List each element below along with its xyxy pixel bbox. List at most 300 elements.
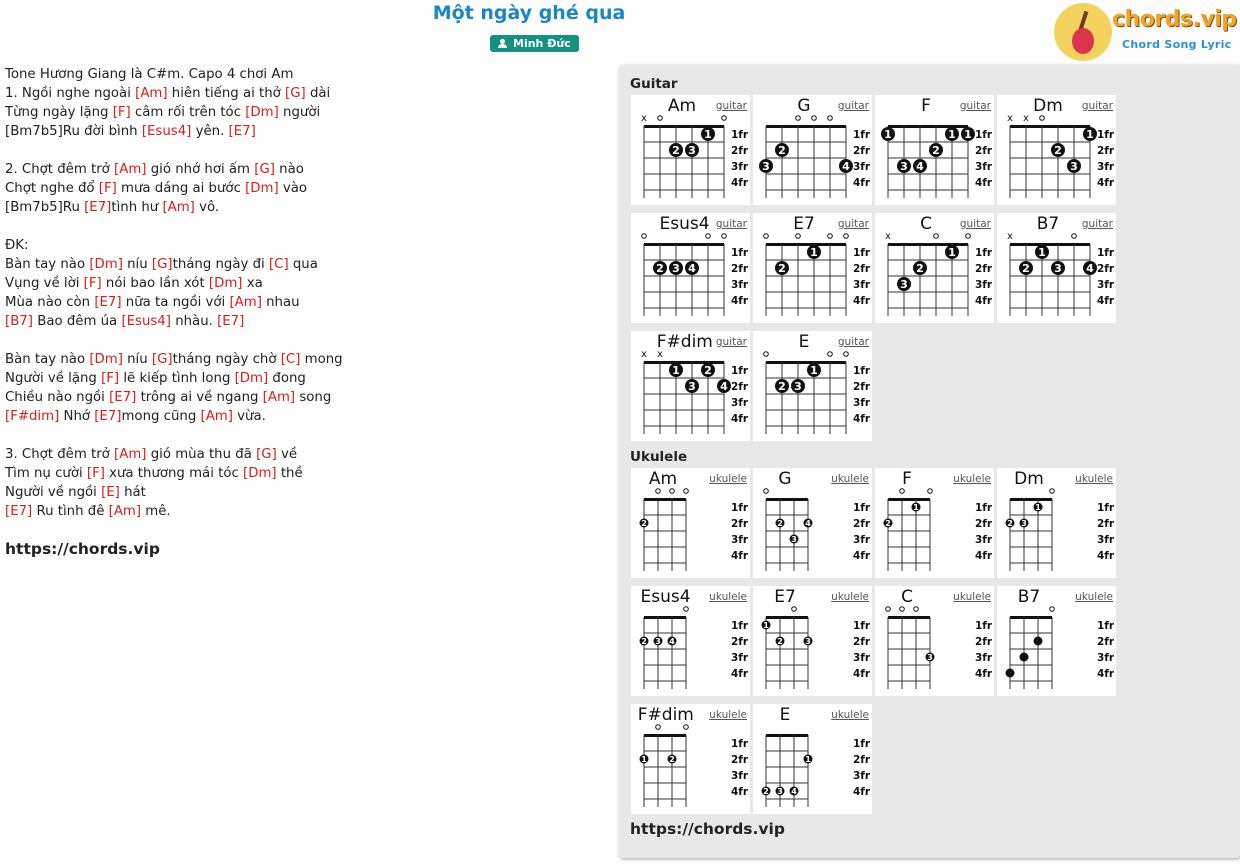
nut (766, 616, 808, 619)
finger-number: 3 (805, 637, 811, 646)
chord-link[interactable]: [Dm] (243, 466, 277, 481)
chord-name: E7 (774, 587, 796, 607)
fret-label: 1fr (853, 620, 871, 632)
lyric-line (5, 426, 605, 445)
chord-name: E (779, 705, 791, 725)
open-string-marker (792, 607, 797, 612)
open-string-marker (966, 234, 971, 239)
guitar-link[interactable]: guitar (837, 100, 869, 112)
chord-name: C (920, 214, 932, 234)
lyric-line (5, 407, 605, 426)
nut (888, 243, 968, 246)
lyric-line (5, 122, 605, 141)
ukulele-chord-card[interactable] (753, 704, 872, 814)
ukulele-chord-card[interactable] (631, 704, 750, 814)
lyric-line (5, 236, 605, 255)
lyric-text: lẽ kiếp tình long (119, 371, 235, 386)
chord-link[interactable]: [F] (98, 181, 117, 196)
chord-link[interactable]: [G] (254, 162, 275, 177)
chord-name: E (798, 332, 810, 352)
chord-link[interactable]: [G] (256, 447, 277, 462)
nut (644, 125, 724, 128)
lyric-line (5, 103, 605, 122)
ukulele-chord-card[interactable] (997, 468, 1116, 578)
ukulele-link[interactable]: ukulele (1075, 473, 1113, 485)
chord-link[interactable]: [Am] (262, 390, 296, 405)
open-string-marker (1050, 489, 1055, 494)
finger-number: 1 (913, 503, 919, 512)
nut (888, 616, 930, 619)
guitar-chord-card[interactable] (631, 95, 750, 205)
open-string-marker (844, 234, 849, 239)
lyric-line (5, 312, 605, 331)
chord-link[interactable]: [G] (151, 257, 173, 272)
lyric-text: gió mùa thu đã (146, 447, 257, 462)
fret-label: 1fr (731, 129, 749, 141)
fret-label: 1fr (975, 620, 993, 632)
chord-diagram (753, 95, 872, 205)
ukulele-link[interactable]: ukulele (831, 473, 869, 485)
open-string-marker (670, 489, 675, 494)
finger-number: 3 (688, 380, 696, 393)
fret-label: 2fr (1097, 636, 1115, 648)
lyric-text: [Bm7b5]Ru (5, 200, 85, 215)
chord-link[interactable]: [Am] (108, 504, 142, 519)
open-string-marker (900, 489, 905, 494)
fret-label: 1fr (975, 247, 993, 259)
fret-label: 2fr (1097, 145, 1115, 157)
site-link[interactable]: https://chords.vip (5, 540, 160, 558)
ukulele-section-title: Ukulele (630, 449, 688, 465)
guitar-chord-card[interactable] (753, 95, 872, 205)
finger-number: 3 (900, 278, 908, 291)
lyric-text: níu (122, 257, 152, 272)
finger-number: 3 (1021, 519, 1027, 528)
chord-diagram (997, 586, 1116, 696)
fret-label: 3fr (975, 652, 993, 664)
open-string-marker (914, 607, 919, 612)
fret-label: 4fr (853, 295, 871, 307)
ukulele-chord-card[interactable] (631, 586, 750, 696)
finger-number: 3 (927, 653, 933, 662)
fret-label: 2fr (975, 145, 993, 157)
chord-diagram (631, 704, 750, 814)
lyric-text: vô. (194, 200, 220, 215)
fret-label: 4fr (975, 550, 993, 562)
lyric-text: mê. (141, 504, 171, 519)
guitar-link[interactable]: guitar (1081, 218, 1113, 230)
fret-label: 2fr (853, 145, 871, 157)
fret-label: 4fr (853, 786, 871, 798)
nut (1010, 125, 1090, 128)
fret-label: 4fr (853, 177, 871, 189)
guitar-chord-card[interactable] (631, 213, 750, 323)
ukulele-link[interactable]: ukulele (709, 591, 747, 603)
lyric-line (5, 198, 605, 217)
fret-label: 4fr (853, 550, 871, 562)
chord-link[interactable]: [E7] (84, 200, 112, 215)
finger-number: 2 (777, 519, 783, 528)
chord-name: C (901, 587, 913, 607)
chord-link[interactable]: [Am] (114, 447, 147, 462)
lyric-text: Người về ngồi (5, 485, 102, 500)
ukulele-chord-card[interactable] (631, 468, 750, 578)
ukulele-chord-card[interactable] (997, 586, 1116, 696)
lyric-text: Tìm nụ cười (5, 466, 87, 481)
fret-label: 3fr (731, 770, 749, 782)
chord-link[interactable]: [F#dim] (5, 409, 60, 424)
guitar-chord-card[interactable] (997, 95, 1116, 205)
fret-label: 2fr (853, 636, 871, 648)
finger-number: 2 (641, 519, 647, 528)
chord-link[interactable]: [Dm] (89, 352, 123, 367)
chord-link[interactable]: [E] (101, 485, 120, 500)
finger-dot (1034, 637, 1043, 646)
chord-link[interactable]: [E7] (228, 124, 256, 139)
finger-number: 3 (791, 535, 797, 544)
nut (766, 125, 846, 128)
lyric-text: dài (305, 86, 331, 101)
guitar-chord-card[interactable] (753, 331, 872, 441)
finger-number: 2 (932, 144, 940, 157)
finger-number: 2 (1007, 519, 1013, 528)
fret-label: 1fr (731, 502, 749, 514)
fret-label: 2fr (1097, 263, 1115, 275)
chord-link[interactable]: [Esus4] (121, 314, 171, 329)
chord-link[interactable]: [Am] (200, 409, 233, 424)
ukulele-chord-card[interactable] (753, 586, 872, 696)
open-string-marker (1050, 607, 1055, 612)
panel-site-link[interactable]: https://chords.vip (630, 820, 785, 838)
chord-link[interactable]: [Am] (229, 295, 262, 310)
fret-label: 3fr (1097, 279, 1115, 291)
logo-tagline: Chord Song Lyric (1122, 38, 1232, 51)
guitar-link[interactable]: guitar (959, 218, 991, 230)
chord-name: F (902, 469, 912, 489)
ukulele-link[interactable]: ukulele (831, 709, 869, 721)
fret-label: 1fr (1097, 129, 1115, 141)
finger-number: 3 (900, 160, 908, 173)
guitar-link[interactable]: guitar (715, 218, 747, 230)
fret-label: 3fr (731, 397, 749, 409)
ukulele-link[interactable]: ukulele (953, 473, 991, 485)
fret-label: 4fr (1097, 177, 1115, 189)
song-title[interactable]: Một ngày ghé qua (432, 2, 626, 24)
finger-number: 1 (948, 246, 956, 259)
lyric-line (5, 255, 605, 274)
nut (1010, 616, 1052, 619)
fret-label: 1fr (853, 247, 871, 259)
chord-name: G (797, 96, 811, 116)
finger-number: 1 (641, 755, 647, 764)
finger-dot (1020, 653, 1029, 662)
lyric-text: nào (274, 162, 304, 177)
muted-string-marker: x (641, 349, 647, 360)
author-badge[interactable] (490, 35, 579, 52)
lyric-text: thề (276, 466, 303, 481)
guitar-chord-card[interactable] (997, 213, 1116, 323)
lyric-text: gió nhớ hơi ấm (146, 162, 255, 177)
chord-link[interactable]: [F] (86, 466, 105, 481)
open-string-marker (684, 725, 689, 730)
guitar-chord-card[interactable] (875, 95, 994, 205)
chord-name: F#dim (656, 332, 713, 352)
guitar-section-title: Guitar (630, 76, 678, 92)
lyric-line (5, 160, 605, 179)
lyric-text: Tone Hương Giang là C#m. Capo 4 chơi Am (5, 67, 294, 82)
guitar-link[interactable]: guitar (1081, 100, 1113, 112)
fret-label: 1fr (731, 247, 749, 259)
lyric-text: đong (268, 371, 306, 386)
fret-label: 2fr (731, 636, 749, 648)
finger-number: 1 (810, 246, 818, 259)
lyric-text: tình hư (111, 200, 163, 215)
lyric-text: ĐK: (5, 238, 29, 253)
muted-string-marker: x (641, 113, 647, 124)
muted-string-marker: x (657, 349, 663, 360)
nut (644, 361, 724, 364)
open-string-marker (1040, 116, 1045, 121)
lyric-text: tháng ngày chờ (172, 352, 281, 367)
chord-name: Esus4 (640, 587, 691, 607)
fret-label: 2fr (853, 381, 871, 393)
nut (766, 734, 808, 737)
guitar-chord-card[interactable] (753, 213, 872, 323)
fret-label: 3fr (853, 279, 871, 291)
lyric-text: Từng ngày lặng (5, 105, 113, 120)
chord-diagram (753, 586, 872, 696)
guitar-link[interactable]: guitar (715, 100, 747, 112)
lyric-text: vừa. (232, 409, 266, 424)
finger-number: 4 (842, 160, 850, 173)
user-icon (498, 39, 507, 48)
lyric-text: mong (300, 352, 343, 367)
finger-number: 3 (1054, 262, 1062, 275)
fret-label: 1fr (975, 129, 993, 141)
finger-number: 2 (656, 262, 664, 275)
lyric-text: xa (242, 276, 263, 291)
lyric-line (5, 331, 605, 350)
guitar-chord-card[interactable] (631, 331, 750, 441)
lyric-text: Bàn tay nào (5, 257, 90, 272)
author-name: Minh Đức (513, 37, 571, 50)
open-string-marker (642, 234, 647, 239)
finger-number: 4 (916, 160, 924, 173)
finger-number: 3 (794, 380, 802, 393)
chord-diagram (875, 586, 994, 696)
finger-number: 2 (778, 380, 786, 393)
open-string-marker (844, 352, 849, 357)
fret-label: 2fr (853, 263, 871, 275)
fret-label: 1fr (1097, 620, 1115, 632)
finger-number: 4 (1086, 262, 1094, 275)
ukulele-link[interactable]: ukulele (1075, 591, 1113, 603)
chord-link[interactable]: [Am] (162, 200, 195, 215)
fret-label: 3fr (975, 279, 993, 291)
chord-link[interactable]: [Dm] (208, 276, 243, 291)
chord-link[interactable]: [Esus4] (141, 124, 192, 139)
guitar-link[interactable]: guitar (959, 100, 991, 112)
finger-number: 2 (641, 637, 647, 646)
fret-label: 4fr (731, 786, 749, 798)
finger-number: 2 (1054, 144, 1062, 157)
open-string-marker (764, 489, 769, 494)
chord-diagram (753, 331, 872, 441)
chord-panel (619, 65, 1240, 858)
fret-label: 4fr (731, 668, 749, 680)
open-string-marker (722, 234, 727, 239)
fret-label: 4fr (731, 177, 749, 189)
lyric-text: qua (288, 257, 318, 272)
fret-label: 1fr (975, 502, 993, 514)
chord-link[interactable]: [F] (101, 371, 120, 386)
fret-label: 3fr (853, 397, 871, 409)
ukulele-link[interactable]: ukulele (831, 591, 869, 603)
header (0, 0, 1060, 60)
lyric-text: Chiều nào ngồi (5, 390, 110, 405)
fret-label: 1fr (1097, 502, 1115, 514)
ukulele-link[interactable]: ukulele (709, 473, 747, 485)
chord-link[interactable]: [G] (151, 352, 173, 367)
nut (644, 734, 686, 737)
nut (644, 243, 724, 246)
nut (888, 125, 968, 128)
open-string-marker (764, 352, 769, 357)
lyric-text: xưa thương mái tóc (104, 466, 244, 481)
chord-link[interactable]: [Am] (135, 86, 168, 101)
chord-diagram (753, 213, 872, 323)
finger-number: 3 (777, 787, 783, 796)
lyric-line (5, 65, 605, 84)
finger-number: 3 (688, 144, 696, 157)
lyric-line (5, 388, 605, 407)
lyric-line (5, 179, 605, 198)
chord-link[interactable]: [E7] (5, 504, 33, 519)
fret-label: 2fr (1097, 518, 1115, 530)
chord-name: B7 (1036, 214, 1060, 234)
muted-string-marker: x (1007, 231, 1013, 242)
ukulele-chord-card[interactable] (753, 468, 872, 578)
open-string-marker (828, 234, 833, 239)
chord-name: F#dim (637, 705, 694, 725)
finger-number: 1 (964, 128, 972, 141)
ukulele-chord-card[interactable] (875, 586, 994, 696)
guitar-link[interactable]: guitar (837, 336, 869, 348)
lyric-text: Chợt nghe đổ (5, 181, 99, 196)
chord-link[interactable]: [C] (268, 257, 289, 272)
nut (888, 498, 930, 501)
chord-link[interactable]: [G] (285, 86, 306, 101)
chord-diagram (875, 95, 994, 205)
chord-diagram (631, 468, 750, 578)
chord-name: Dm (1014, 469, 1044, 489)
fret-label: 2fr (731, 145, 749, 157)
muted-string-marker: x (1007, 113, 1013, 124)
open-string-marker (656, 489, 661, 494)
ukulele-chord-card[interactable] (875, 468, 994, 578)
lyric-text: yên. (191, 124, 229, 139)
chord-name: Dm (1033, 96, 1063, 116)
finger-number: 3 (762, 160, 770, 173)
chord-name: B7 (1017, 587, 1041, 607)
fret-label: 2fr (975, 263, 993, 275)
guitar-link[interactable]: guitar (715, 336, 747, 348)
chord-link[interactable]: [E7] (94, 409, 122, 424)
muted-string-marker: x (1023, 113, 1029, 124)
finger-number: 1 (948, 128, 956, 141)
fret-label: 4fr (731, 550, 749, 562)
finger-number: 4 (805, 519, 811, 528)
open-string-marker (684, 607, 689, 612)
open-string-marker (796, 116, 801, 121)
lyric-text: song (295, 390, 332, 405)
fret-label: 2fr (731, 518, 749, 530)
lyric-text: hát (119, 485, 146, 500)
lyric-text: Người về lặng (5, 371, 102, 386)
chord-link[interactable]: [E7] (217, 314, 245, 329)
fret-label: 4fr (975, 668, 993, 680)
ukulele-link[interactable]: ukulele (709, 709, 747, 721)
open-string-marker (828, 352, 833, 357)
finger-number: 2 (763, 787, 769, 796)
lyric-text: Nhớ (59, 409, 95, 424)
chord-link[interactable]: [F] (83, 276, 102, 291)
ukulele-link[interactable]: ukulele (953, 591, 991, 603)
site-logo[interactable] (1054, 3, 1237, 63)
guitar-link[interactable]: guitar (837, 218, 869, 230)
chord-link[interactable]: [Dm] (245, 105, 279, 120)
fret-label: 3fr (853, 161, 871, 173)
open-string-marker (828, 116, 833, 121)
chord-link[interactable]: [C] (280, 352, 301, 367)
chord-diagram (997, 95, 1116, 205)
chord-diagram (631, 331, 750, 441)
chord-link[interactable]: [E7] (109, 390, 137, 405)
finger-number: 3 (672, 262, 680, 275)
chord-name: Esus4 (659, 214, 710, 234)
chord-diagram (997, 468, 1116, 578)
muted-string-marker: x (885, 231, 891, 242)
finger-number: 3 (1070, 160, 1078, 173)
fret-label: 2fr (731, 263, 749, 275)
lyric-line (5, 502, 605, 521)
finger-number: 1 (1035, 503, 1041, 512)
fret-label: 2fr (731, 754, 749, 766)
open-string-marker (796, 234, 801, 239)
chord-link[interactable]: [Dm] (245, 181, 279, 196)
fret-label: 2fr (853, 754, 871, 766)
lyric-line (5, 483, 605, 502)
chord-name: E7 (793, 214, 815, 234)
open-string-marker (722, 116, 727, 121)
chord-link[interactable]: [Dm] (89, 257, 123, 272)
fret-label: 3fr (853, 770, 871, 782)
finger-number: 3 (655, 637, 661, 646)
chord-link[interactable]: [E7] (94, 295, 122, 310)
chord-link[interactable]: [F] (112, 105, 131, 120)
logo-wordmark: chords.vip (1112, 7, 1237, 32)
lyric-line (5, 217, 605, 236)
chord-link[interactable]: [Am] (114, 162, 147, 177)
guitar-chord-card[interactable] (875, 213, 994, 323)
finger-number: 2 (778, 144, 786, 157)
chord-link[interactable]: [B7] (5, 314, 33, 329)
chord-link[interactable]: [Dm] (234, 371, 269, 386)
finger-number: 2 (1022, 262, 1030, 275)
fret-label: 2fr (731, 381, 749, 393)
lyric-line (5, 445, 605, 464)
chord-diagram (997, 213, 1116, 323)
